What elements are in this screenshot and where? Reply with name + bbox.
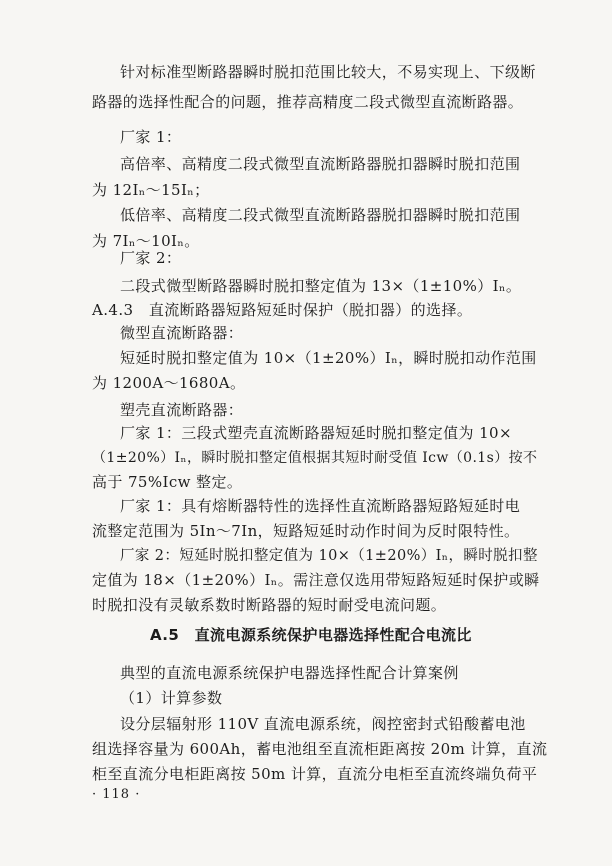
text-line: 为 1200A～1680A。 xyxy=(92,374,246,392)
text-line: 厂家 2：短延时脱扣整定值为 10×（1±20%）Iₙ，瞬时脱扣整 xyxy=(120,548,538,564)
page-number: · 118 · xyxy=(92,787,141,802)
text-line: 针对标准型断路器瞬时脱扣范围比较大，不易实现上、下级断 xyxy=(120,63,536,81)
text-line: 为 12Iₙ～15Iₙ； xyxy=(92,181,210,199)
text-line: 厂家 1： xyxy=(120,128,182,146)
text-line: 短延时脱扣整定值为 10×（1±20%）Iₙ，瞬时脱扣动作范围 xyxy=(120,349,537,367)
text-line: 典型的直流电源系统保护电器选择性配合计算案例 xyxy=(120,664,459,682)
text-line: 定值为 18×（1±20%）Iₙ。需注意仅选用带短路短延时保护或瞬 xyxy=(92,571,540,589)
text-line: 厂家 1：三段式塑壳直流断路器短延时脱扣整定值为 10× xyxy=(120,424,512,442)
text-line: 微型直流断路器： xyxy=(120,324,244,342)
text-line: 设分层辐射形 110V 直流电源系统，阀控密封式铅酸蓄电池 xyxy=(120,715,526,733)
text-line: 高于 75%Icw 整定。 xyxy=(92,473,243,491)
text-line: 路器的选择性配合的问题，推荐高精度二段式微型直流断路器。 xyxy=(92,93,524,111)
text-line: （1）计算参数 xyxy=(120,689,223,707)
text-line: 组选择容量为 600Ah，蓄电池组至直流柜距离按 20m 计算，直流 xyxy=(92,740,548,758)
section-heading-a43: A.4.3 直流断路器短路短延时保护（脱扣器）的选择。 xyxy=(92,301,473,319)
text-line: 二段式微型断路器瞬时脱扣整定值为 13×（1±10%）Iₙ。 xyxy=(120,277,522,295)
text-line: 高倍率、高精度二段式微型直流断路器脱扣器瞬时脱扣范围 xyxy=(120,155,521,173)
text-line: 厂家 1：具有熔断器特性的选择性直流断路器短路短延时电 xyxy=(120,497,521,515)
text-line: 塑壳直流断路器： xyxy=(120,401,244,419)
text-line: 低倍率、高精度二段式微型直流断路器脱扣器瞬时脱扣范围 xyxy=(120,206,521,224)
text-line: （1±20%）Iₙ，瞬时脱扣整定值根据其短时耐受值 Icw（0.1s）按不 xyxy=(92,450,538,466)
section-heading-a5: A.5 直流电源系统保护电器选择性配合电流比 xyxy=(150,626,472,644)
text-line: 柜至直流分电柜距离按 50m 计算，直流分电柜至直流终端负荷平 xyxy=(92,765,538,783)
text-line: 流整定范围为 5In～7In，短路短延时动作时间为反时限特性。 xyxy=(92,522,520,540)
text-line: 厂家 2： xyxy=(120,249,182,267)
text-line: 为 7Iₙ～10Iₙ。 xyxy=(92,232,200,250)
text-line: 时脱扣没有灵敏系数时断路器的短时耐受电流问题。 xyxy=(92,596,447,614)
